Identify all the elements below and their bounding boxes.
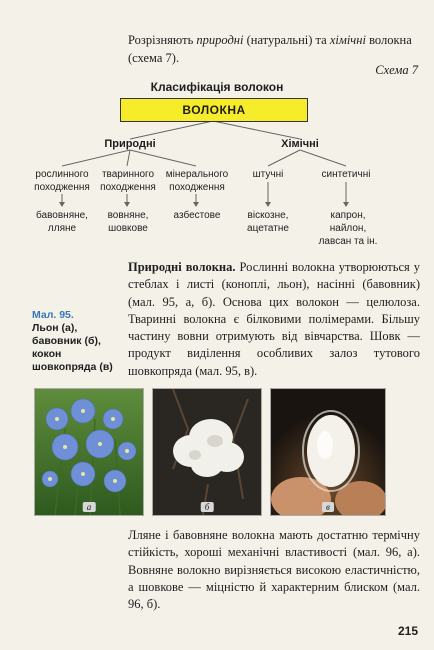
natural-fibers-text: Рослинні волокна утворюються у стеблах і листі (коноплі, льон), насінні (бавовник) (мал. 95, а, б). Основа цих волокон — целюлоза. Тваринні волокна є білковими полімерами. Більшу частину вовни отримують від вівчарства. Шовк — продукт виділення особливих залоз тутового шовкопряда (мал. 95, в). — [128, 260, 420, 378]
flax-flowers-image — [35, 389, 143, 515]
cotton-boll-image — [153, 389, 261, 515]
caption-line-1: Льон (а), — [32, 322, 78, 334]
intro-text-1: Розрізняють — [128, 33, 197, 47]
diagram-mineral — [160, 168, 234, 194]
connector-root-chemical — [213, 121, 300, 139]
plant-ex-1: бавовняне, — [36, 210, 88, 221]
photo-flax — [34, 388, 144, 516]
diagram-mineral-examples: азбестове — [173, 210, 221, 221]
animal-line-1: тваринного — [101, 169, 155, 180]
scheme-title: Класифікація волокон — [150, 80, 284, 94]
synthetic-ex-2: найлон, — [329, 223, 367, 234]
connector-natural-plant — [62, 150, 130, 166]
connector-natural-animal — [127, 150, 130, 166]
diagram-artificial-examples — [236, 209, 300, 235]
synthetic-ex-1: капрон, — [330, 210, 366, 221]
caption-line-4: шовкопряда (в) — [32, 361, 113, 373]
diagram-root-box: ВОЛОКНА — [120, 98, 308, 122]
photo-label-a: а — [83, 502, 96, 512]
artificial-ex-1: віскозне, — [247, 210, 289, 221]
animal-ex-1: вовняне, — [107, 210, 149, 221]
synthetic-ex-3: лавсан та ін. — [318, 236, 378, 247]
diagram-plant — [28, 168, 96, 194]
diagram-animal-examples — [94, 209, 162, 235]
artificial-ex-2: ацетатне — [247, 223, 289, 234]
intro-text-3: волокна (схема 7). — [128, 33, 412, 65]
mineral-line-2: походження — [169, 182, 225, 193]
silkworm-cocoon-image — [271, 389, 385, 515]
photo-cotton — [152, 388, 262, 516]
diagram-synthetic: синтетичні — [321, 169, 371, 180]
plant-line-1: рослинного — [35, 169, 89, 180]
page-number: 215 — [397, 624, 418, 638]
fiber-properties-paragraph: Лляне і бавовняне волокна мають достатню термічну стійкість, хороші механічні властивості (мал. 96, а). Вовняне волокно вирізняється високою еластичністю, а шовкове — міцністю й характерним блиском (мал. 96, б). — [128, 528, 420, 612]
diagram-animal — [94, 168, 162, 194]
intro-text-2: (натуральні) та — [243, 33, 330, 47]
diagram-artificial: штучні — [252, 169, 284, 180]
diagram-chemical: Хімічні — [281, 138, 319, 150]
natural-fibers-paragraph — [128, 259, 420, 380]
photo-label-b: б — [201, 502, 214, 512]
scheme-label: Схема 7 — [375, 63, 418, 77]
intro-chemical: хімічні — [329, 33, 366, 47]
photo-label-c: в — [322, 502, 334, 512]
connector-natural-mineral — [130, 150, 196, 166]
connector-root-natural — [130, 121, 213, 139]
diagram-natural: Природні — [104, 138, 156, 150]
natural-fibers-heading: Природні волокна. — [128, 260, 236, 274]
animal-ex-2: шовкове — [108, 223, 148, 234]
intro-natural: природні — [196, 33, 244, 47]
animal-line-2: походження — [100, 182, 156, 193]
photo-cocoon — [270, 388, 386, 516]
connector-chemical-artificial — [268, 150, 300, 166]
plant-line-2: походження — [34, 182, 90, 193]
figure-caption — [32, 309, 127, 374]
caption-line-3: кокон — [32, 348, 62, 360]
mineral-line-1: мінерального — [165, 169, 229, 180]
diagram-plant-examples — [28, 209, 96, 235]
caption-figure-number: Мал. 95. — [32, 309, 74, 321]
connector-chemical-synthetic — [300, 150, 346, 166]
diagram-synthetic-examples — [310, 209, 386, 248]
plant-ex-2: лляне — [47, 223, 77, 234]
caption-line-2: бавовник (б), — [32, 335, 101, 347]
